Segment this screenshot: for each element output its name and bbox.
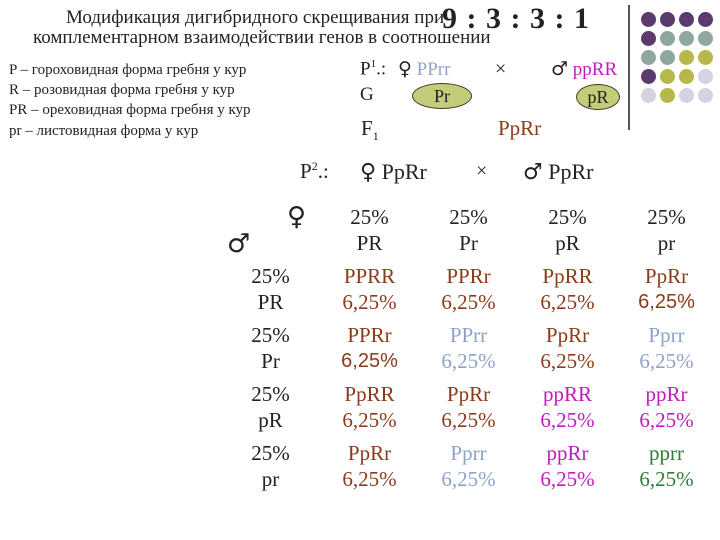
gamete-female-oval: Pr xyxy=(412,83,472,109)
gamete-percent: 25% xyxy=(449,204,488,229)
gamete-genotype: pR xyxy=(555,230,580,255)
punnett-row xyxy=(221,318,716,377)
punnett-row xyxy=(221,436,716,495)
male-gamete-header xyxy=(221,377,320,436)
punnett-cell xyxy=(320,377,419,436)
offspring-genotype: PPRR xyxy=(343,263,396,288)
gamete-genotype: PR xyxy=(356,230,383,255)
decor-dot xyxy=(660,12,675,27)
offspring-percent: 6,25% xyxy=(441,289,496,314)
punnett-cell xyxy=(419,377,518,436)
decor-dot xyxy=(679,12,694,27)
p1-male: ♂ ppRR xyxy=(551,58,618,80)
punnett-cell xyxy=(320,318,419,377)
decor-dot xyxy=(679,50,694,65)
offspring-percent: 6,25% xyxy=(342,466,397,491)
slide-title-line2: комплементарном взаимодействии генов в соотношении xyxy=(33,27,491,48)
decor-dot xyxy=(660,88,675,103)
gamete-percent: 25% xyxy=(251,263,290,288)
offspring-genotype: PpRr xyxy=(446,381,491,406)
definition-P: P – гороховидная форма гребня у кур xyxy=(9,62,247,78)
male-symbol-icon: ♂ xyxy=(551,58,569,80)
decor-dot xyxy=(641,50,656,65)
punnett-cell xyxy=(518,377,617,436)
decor-dot xyxy=(679,69,694,84)
offspring-genotype: PpRR xyxy=(542,263,593,288)
decor-dot xyxy=(698,69,713,84)
f1-label: $F_1$ xyxy=(361,116,379,144)
gamete-percent: 25% xyxy=(647,204,686,229)
gamete-percent: 25% xyxy=(548,204,587,229)
ratio-text: 9 : 3 : 3 : 1 xyxy=(442,2,590,35)
punnett-cell xyxy=(320,259,419,318)
offspring-genotype: PPrr xyxy=(449,322,488,347)
offspring-percent: 6,25% xyxy=(638,290,695,313)
decor-divider xyxy=(628,5,630,130)
male-symbol-icon: ♂ xyxy=(523,160,543,185)
p2-label: $P^2$.: xyxy=(300,159,329,183)
gamete-genotype: pR xyxy=(258,407,283,432)
p1-label: $P^1$.: xyxy=(360,58,387,80)
punnett-cell xyxy=(518,259,617,318)
decor-dot xyxy=(660,69,675,84)
female-gamete-header xyxy=(320,200,419,259)
offspring-percent: 6,25% xyxy=(540,466,595,491)
punnett-cell xyxy=(617,318,716,377)
offspring-percent: 6,25% xyxy=(540,348,595,373)
female-symbol-icon: ♀ xyxy=(398,58,412,80)
f1-genotype: PpRr xyxy=(498,116,542,140)
definition-R: R – розовидная форма гребня у кур xyxy=(9,82,235,98)
gamete-percent: 25% xyxy=(251,381,290,406)
definition-PR: PR – ореховидная форма гребня у кур xyxy=(9,102,251,118)
offspring-genotype: PPRr xyxy=(347,322,392,347)
punnett-cell xyxy=(419,436,518,495)
offspring-genotype: ppRR xyxy=(542,381,592,406)
gamete-genotype: Pr xyxy=(261,348,280,373)
male-symbol-icon: ♂ xyxy=(227,229,251,259)
punnett-cell xyxy=(419,259,518,318)
offspring-genotype: PpRr xyxy=(347,440,392,465)
decor-dot xyxy=(698,88,713,103)
punnett-corner xyxy=(221,200,320,259)
offspring-genotype: Pprr xyxy=(648,322,685,347)
cross-symbol: × xyxy=(476,160,488,182)
slide-title-line1: Модификация дигибридного скрещивания при xyxy=(66,7,445,28)
gamete-genotype: PR xyxy=(257,289,284,314)
female-symbol-icon: ♀ xyxy=(360,160,377,185)
decor-dot xyxy=(641,88,656,103)
decor-dot xyxy=(641,69,656,84)
gamete-genotype: pr xyxy=(261,466,280,491)
gametes-label: G xyxy=(360,84,374,105)
punnett-cell xyxy=(617,436,716,495)
gamete-percent: 25% xyxy=(251,440,290,465)
offspring-genotype: Pprr xyxy=(450,440,487,465)
punnett-cell xyxy=(617,259,716,318)
punnett-row xyxy=(221,259,716,318)
decor-dot xyxy=(641,31,656,46)
punnett-cell xyxy=(419,318,518,377)
offspring-percent: 6,25% xyxy=(342,289,397,314)
gamete-male-oval: pR xyxy=(576,84,620,110)
punnett-cell xyxy=(617,377,716,436)
punnett-square xyxy=(221,200,716,495)
female-gamete-header xyxy=(419,200,518,259)
male-gamete-header xyxy=(221,318,320,377)
offspring-genotype: PPRr xyxy=(446,263,491,288)
offspring-genotype: ppRr xyxy=(645,381,688,406)
decor-dot xyxy=(679,88,694,103)
offspring-percent: 6,25% xyxy=(342,407,397,432)
punnett-cell xyxy=(320,436,419,495)
decor-dot xyxy=(698,31,713,46)
decor-dot xyxy=(698,50,713,65)
punnett-header-row xyxy=(221,200,716,259)
offspring-percent: 6,25% xyxy=(639,466,694,491)
male-gamete-header xyxy=(221,436,320,495)
offspring-percent: 6,25% xyxy=(639,348,694,373)
female-gamete-header xyxy=(518,200,617,259)
decor-dot xyxy=(660,31,675,46)
offspring-percent: 6,25% xyxy=(540,289,595,314)
punnett-cell xyxy=(518,318,617,377)
gamete-percent: 25% xyxy=(350,204,389,229)
offspring-percent: 6,25% xyxy=(441,407,496,432)
offspring-genotype: PpRr xyxy=(644,263,689,288)
definition-pr: pr – листовидная форма у кур xyxy=(9,123,199,139)
female-symbol-icon: ♀ xyxy=(286,202,306,232)
offspring-percent: 6,25% xyxy=(639,407,694,432)
male-gamete-header xyxy=(221,259,320,318)
gamete-genotype: pr xyxy=(657,230,676,255)
offspring-percent: 6,25% xyxy=(441,466,496,491)
decor-dot xyxy=(660,50,675,65)
offspring-genotype: pprr xyxy=(649,440,684,465)
offspring-percent: 6,25% xyxy=(540,407,595,432)
offspring-genotype: PpRR xyxy=(344,381,395,406)
cross-symbol: × xyxy=(495,58,507,80)
gamete-percent: 25% xyxy=(251,322,290,347)
p2-female: ♀ PpRr xyxy=(360,159,427,185)
female-gamete-header xyxy=(617,200,716,259)
punnett-row xyxy=(221,377,716,436)
p1-female: ♀ PPrr xyxy=(398,58,451,80)
decor-dot xyxy=(641,12,656,27)
offspring-genotype: PpRr xyxy=(545,322,590,347)
decor-dot xyxy=(679,31,694,46)
offspring-percent: 6,25% xyxy=(441,348,496,373)
offspring-percent: 6,25% xyxy=(341,349,398,372)
offspring-genotype: ppRr xyxy=(546,440,589,465)
punnett-cell xyxy=(518,436,617,495)
gamete-genotype: Pr xyxy=(459,230,478,255)
p2-male: ♂ PpRr xyxy=(523,159,594,185)
decor-dot xyxy=(698,12,713,27)
